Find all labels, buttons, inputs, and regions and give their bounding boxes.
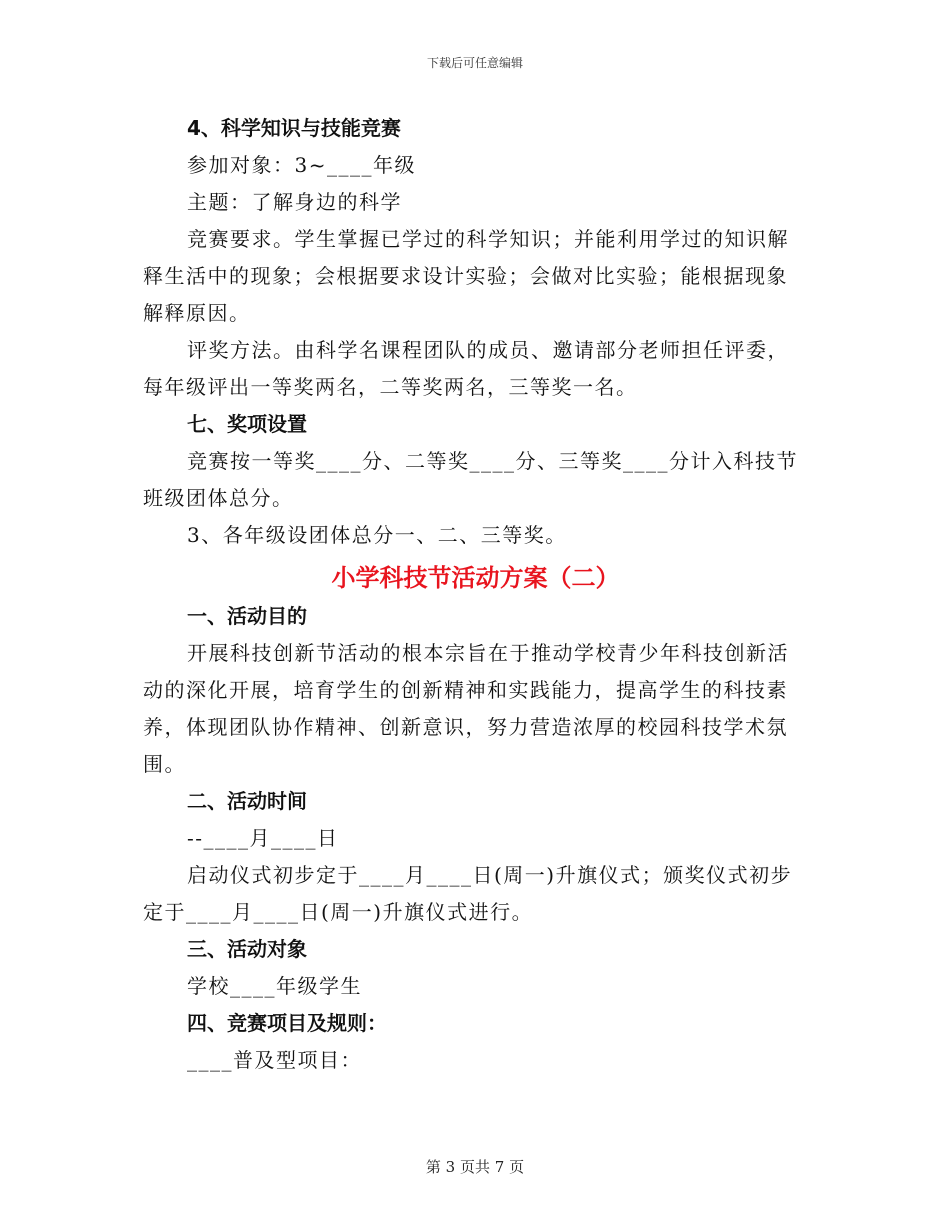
paragraph-line: 3、各年级设团体总分一、二、三等奖。 bbox=[187, 523, 567, 547]
paragraph-line: 评奖方法。由科学名课程团队的成员、邀请部分老师担任评委， bbox=[187, 338, 789, 362]
document-body bbox=[143, 110, 808, 1079]
document-title: 小学科技节活动方案（二） bbox=[331, 564, 620, 592]
section-heading: 二、活动时间 bbox=[187, 789, 307, 813]
paragraph-line: 养，体现团队协作精神、创新意识，努力营造浓厚的校园科技学术氛 bbox=[143, 715, 788, 739]
section-heading: 四、竞赛项目及规则： bbox=[187, 1011, 387, 1035]
paragraph-line: 学校____年级学生 bbox=[187, 974, 362, 998]
page-header: 下载后可任意编辑 bbox=[426, 56, 523, 70]
section-heading: 一、活动目的 bbox=[187, 604, 307, 628]
paragraph-line: --____月____日 bbox=[187, 826, 339, 850]
paragraph-line: 每年级评出一等奖两名，二等奖两名，三等奖一名。 bbox=[143, 375, 638, 399]
paragraph-line: 解释原因。 bbox=[143, 301, 251, 325]
paragraph-line: 班级团体总分。 bbox=[143, 486, 294, 510]
section-heading: 七、奖项设置 bbox=[187, 412, 307, 436]
section-heading: 三、活动对象 bbox=[187, 937, 307, 961]
paragraph-line: 释生活中的现象；会根据要求设计实验；会做对比实验；能根据现象 bbox=[143, 264, 788, 288]
paragraph-line: 主题：了解身边的科学 bbox=[187, 190, 402, 214]
paragraph-line: ____普及型项目： bbox=[187, 1048, 362, 1072]
paragraph-line: 参加对象：3~____年级 bbox=[187, 153, 416, 177]
page-footer: 第 3 页共 7 页 bbox=[425, 1158, 525, 1176]
paragraph-line: 启动仪式初步定于____月____日(周一)升旗仪式；颁奖仪式初步 bbox=[187, 863, 793, 887]
paragraph-line: 动的深化开展，培育学生的创新精神和实践能力，提高学生的科技素 bbox=[143, 678, 788, 702]
paragraph-line: 围。 bbox=[143, 752, 186, 776]
section-heading: 4、科学知识与技能竞赛 bbox=[187, 116, 401, 140]
paragraph-line: 开展科技创新节活动的根本宗旨在于推动学校青少年科技创新活 bbox=[187, 641, 789, 665]
paragraph-line: 竞赛要求。学生掌握已学过的科学知识；并能利用学过的知识解 bbox=[187, 227, 789, 251]
paragraph-line: 定于____月____日(周一)升旗仪式进行。 bbox=[143, 900, 534, 924]
paragraph-line: 竞赛按一等奖____分、二等奖____分、三等奖____分计入科技节 bbox=[187, 449, 798, 473]
